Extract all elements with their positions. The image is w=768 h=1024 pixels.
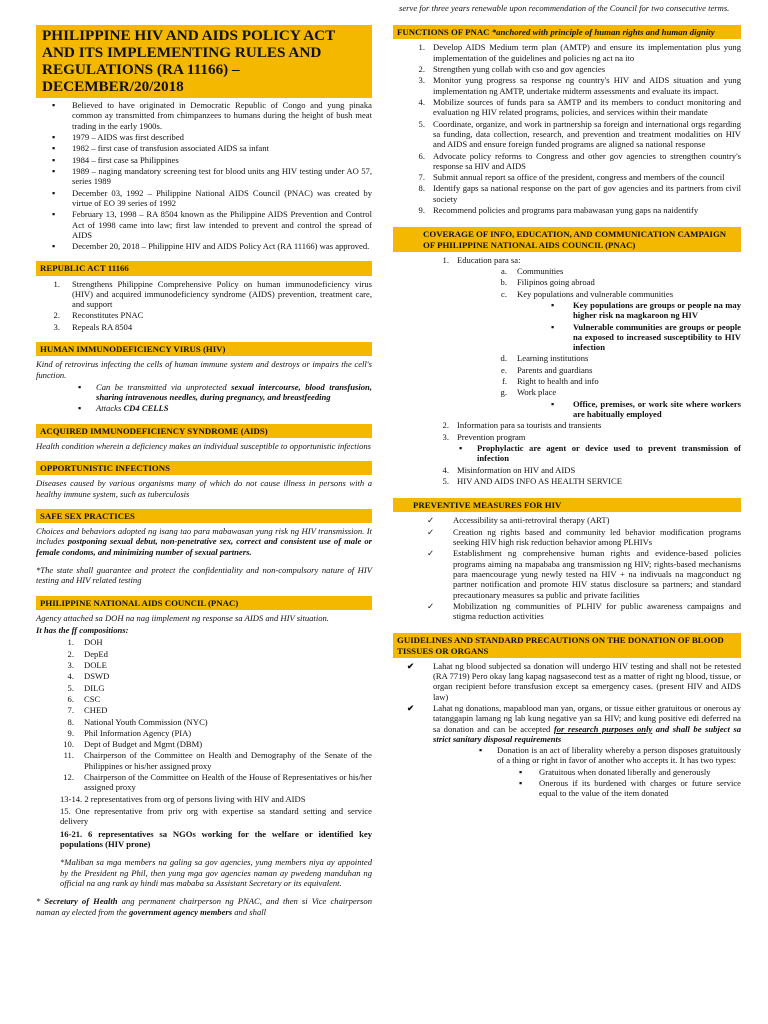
- list-item: 3. Repeals RA 8504: [53, 321, 133, 332]
- bullet-icon: [52, 188, 70, 199]
- list-item: ✔ Lahat ng blood subjected sa donation will undergo HIV testing and shall not be retested (RA 7719) Pero okay lang kapag nagsasecond test as a matter of right ng blood, tissue, or organ recipient before transfusion except sa emergency cases. (present HIV and AIDS law): [407, 660, 741, 702]
- checkmark-icon: ✓: [427, 526, 435, 537]
- bullet-icon: [52, 241, 70, 252]
- ra-list: [36, 279, 372, 333]
- hiv-definition: Kind of retrovirus infecting the cells of human immune system and destroys or impairs the cell's function.: [36, 359, 372, 380]
- pnac-item-15: 15. One representative from priv org with expertise sa standard setting and service delivery: [60, 806, 372, 827]
- list-item: 3. Monitor yung progress sa response ng country's HIV and AIDS situation and yung implementation ng AMTP, undertake midterm assessments and evaluate its impact.: [418, 75, 741, 96]
- list-item: 4. Misinformation on HIV and AIDS: [442, 464, 576, 475]
- list-item: ▪ December 20, 2018 – Philippine HIV and AIDS Policy Act (RA 11166) was approved.: [36, 241, 372, 251]
- list-item: ▪ Onerous if its burdened with charges or future service equal to the value of the item donated: [393, 778, 741, 799]
- bullet-icon: [551, 300, 569, 311]
- bullet-icon: [78, 382, 96, 393]
- bullet-icon: [52, 166, 70, 177]
- list-item: c. Key populations and vulnerable communities: [501, 288, 674, 299]
- list-item: g. Work place: [500, 387, 557, 398]
- coverage-list: [393, 255, 741, 487]
- section-heading-functions: FUNCTIONS OF PNAC *anchored with principle of human rights and human dignity: [393, 25, 741, 39]
- list-item: 2. Strengthen yung collab with cso and gov agencies: [418, 64, 606, 75]
- continuation-text: serve for three years renewable upon recommendation of the Council for two consecutive terms.: [399, 3, 730, 13]
- bullet-icon: [519, 778, 537, 789]
- bullet-icon: [78, 403, 96, 414]
- list-item: b. Filipinos going abroad: [500, 277, 595, 288]
- list-item: 7. Submit annual report sa office of the president, congress and members of the council: [418, 172, 725, 183]
- list-item: ✔ Lahat ng donations, mapablood man yan, organs, or tissue either gratuitous or onerous ay tatanggapin lamang ng lab kung negative yan sa HIV; and kung positive edi deferred na sa donation and can be accepted for research purposes only and shall be subject sa strict sanitary disposal requirements: [407, 702, 742, 744]
- checkmark-icon: ✔: [407, 702, 415, 713]
- ssp-definition: Choices and behaviors adopted ng isang tao para mabawasan yung risk ng HIV transmission. It includes postponing sexual debut, non-penetrative sex, correct and consistent use of male or female condoms, and minimizing number of sexual partners.: [36, 526, 372, 557]
- list-item: 8. National Youth Commission (NYC): [67, 716, 208, 727]
- list-item: ▪ Prophylactic are agent or device used to prevent transmission of infection: [393, 443, 741, 464]
- list-item: f. Right to health and info: [501, 376, 599, 387]
- list-item: ✓ Mobilization ng communities of PLHIV for public awareness campaigns and stigma reduction activities: [427, 600, 741, 622]
- list-item: 6. CSC: [67, 693, 101, 704]
- list-item: ▪ February 13, 1998 – RA 8504 known as the Philippine AIDS Prevention and Control Act of 1998 came into law; first law intended to prevent and control the spread of AIDS: [36, 209, 372, 240]
- list-item: ▪ 1979 – AIDS was first described: [36, 132, 372, 142]
- list-item: 12. Chairperson of the Committee on Health of the House of Representatives or his/her assigned proxy: [63, 772, 372, 793]
- section-heading-preventive: PREVENTIVE MEASURES FOR HIV: [393, 498, 741, 512]
- list-item: ▪ Donation is an act of liberality whereby a person disposes gratuitously of a thing or right in favor of another who accepts it. It has two types:: [393, 745, 741, 766]
- left-column: [36, 0, 372, 919]
- list-item: ✓ Establishment ng comprehensive human rights and evidence-based policies programs aiming na mapababa ang transmission ng HIV; rights-based mechanisms para maencourage yung newly tested na HIV + na indivuals na magconduct ng partner notification and promote HIV status disclosure sa partners; and standard precautionary measures sa public and private facilities: [427, 548, 741, 600]
- list-item: ▪ 1989 – naging mandatory screening test for blood units ang HIV testing under AO 57, series 1989: [36, 166, 372, 187]
- list-item: a. Communities: [501, 265, 564, 276]
- bullet-icon: [551, 322, 569, 333]
- list-item: 1. Strengthens Philippine Comprehensive Policy on human immunodeficiency virus (HIV) and acquired immunodeficiency syndrome (AIDS) prevention, treatment care, and support: [53, 278, 372, 310]
- list-item: 5. DILG: [67, 682, 105, 693]
- list-item: d. Learning institutions: [500, 353, 589, 364]
- hiv-list: [36, 382, 372, 414]
- checkmark-icon: ✓: [427, 515, 435, 526]
- list-item: ▪ December 03, 1992 – Philippine National AIDS Council (PNAC) was created by virtue of EO 39 series of 1992: [36, 188, 372, 209]
- pnac-item-13-14: 13-14. 2 representatives from org of persons living with HIV and AIDS: [60, 793, 306, 804]
- list-item: 8. Identify gaps sa national response on the part of gov agencies and its partners from civil society: [418, 183, 741, 204]
- list-item: 10. Dept of Budget and Mgmt (DBM): [63, 739, 203, 750]
- list-item: 5. HIV AND AIDS INFO AS HEALTH SERVICE: [442, 475, 622, 486]
- list-item: ▪ 1984 – first case sa Philippines: [36, 155, 372, 165]
- list-item: ✓ Accessibility sa anti-retroviral therapy (ART): [427, 515, 610, 526]
- document-title: PHILIPPINE HIV AND AIDS POLICY ACT AND ITS IMPLEMENTING RULES AND REGULATIONS (RA 11166) – DECEMBER/20/2018: [36, 25, 372, 98]
- pnac-compositions-label: It has the ff compositions:: [36, 625, 129, 636]
- list-item: 7. CHED: [67, 705, 108, 716]
- list-item: ▪ 1982 – first case of transfusion associated AIDS sa infant: [36, 143, 372, 153]
- list-item: e. Parents and guardians: [501, 364, 593, 375]
- section-heading-guidelines: GUIDELINES AND STANDARD PRECAUTIONS ON THE DONATION OF BLOOD TISSUES OR ORGANS: [393, 633, 741, 657]
- aids-definition: Health condition wherein a deficiency makes an individual susceptible to opportunistic infections: [36, 440, 372, 451]
- bullet-icon: [52, 155, 70, 166]
- section-heading-coverage: COVERAGE OF INFO, EDUCATION, AND COMMUNICATION CAMPAIGN OF PHILIPPINE NATIONAL AIDS COUNCIL (PNAC): [393, 227, 741, 251]
- list-item: 2. DepEd: [67, 648, 108, 659]
- bullet-icon: [52, 100, 70, 111]
- bullet-icon: [551, 399, 569, 410]
- list-item: ▪ Gratuitous when donated liberally and generously: [393, 767, 741, 777]
- section-heading-aids: ACQUIRED IMMUNODEFICIENCY SYNDROME (AIDS): [36, 424, 372, 438]
- checkmark-icon: ✓: [427, 600, 435, 611]
- bullet-icon: [52, 143, 70, 154]
- list-item: ▪ Key populations are groups or people na may higher risk na magkaroon ng HIV: [393, 300, 741, 321]
- bullet-icon: [519, 767, 537, 778]
- pnac-definition: Agency attached sa DOH na nag iimplement ng response sa AIDS and HIV situation.: [36, 612, 329, 623]
- preventive-list: [393, 515, 741, 621]
- checkmark-icon: ✔: [407, 660, 415, 671]
- history-list: [36, 100, 372, 251]
- list-item: ✓ Creation ng rights based and community led behavior modification programs seeking HIV high risk reduction behavior among PLHIVs: [427, 526, 741, 547]
- bullet-icon: [479, 745, 497, 756]
- list-item: ▪ Vulnerable communities are groups or people na exposed to increased susceptibility to HIV infection: [393, 322, 741, 353]
- list-item: 3. DOLE: [67, 659, 107, 670]
- checkmark-icon: ✓: [427, 548, 435, 559]
- maliban-note: *Maliban sa mga members na galing sa gov agencies, yung members niya ay appointed by the President ng Phil, then yung mga gov agencies naman ay pwedeng manduhan ng official na ang rank ay hindi mas mababa sa Assistant Secretary or its equivalent.: [60, 857, 372, 888]
- list-item: 4. Mobilize sources of funds para sa AMTP and its members to conduct monitoring and evaluation ng HIV related programs, policies, and services within their mandate: [418, 96, 741, 118]
- bullet-icon: [52, 132, 70, 143]
- pnac-list: [36, 637, 372, 792]
- list-item: 4. DSWD: [67, 671, 110, 682]
- list-item: 2. Reconstitutes PNAC: [53, 310, 144, 321]
- guidelines-list: [393, 661, 741, 799]
- list-item: 5. Coordinate, organize, and work in partnership sa foreign and international orgs regarding sa funding, data collection, research, and prevention and treatment modalities on HIV and AIDS and ensure foreign funded programs are aligned sa national response: [418, 118, 741, 150]
- list-item: ▪ Believed to have originated in Democratic Republic of Congo and yung pinaka common ay transmitted from chimpanzees to humans during the height of bush meat trading in the early 1900s.: [36, 100, 372, 131]
- list-item: 1. Education para sa:: [442, 254, 521, 265]
- list-item: ▪ Can be transmitted via unprotected sexual intercourse, blood transfusion, sharing intravenous needles, during pregnancy, and breastfeeding: [36, 382, 372, 403]
- list-item: 3. Prevention program: [442, 431, 526, 442]
- list-item: ▪ Attacks CD4 CELLS: [36, 403, 372, 413]
- list-item: 1. DOH: [67, 637, 103, 648]
- state-note: *The state shall guarantee and protect the confidentiality and non-compulsory nature of HIV testing and HIV related testing: [36, 564, 372, 586]
- list-item: 1. Develop AIDS Medium term plan (AMTP) and ensure its implementation plus yung implementation of the guidelines and policies ng act na ito: [418, 42, 741, 63]
- oi-definition: Diseases caused by various organisms many of which do not cause illness in persons with a healthy immune system, such as tuberculosis: [36, 478, 372, 499]
- list-item: 9. Phil Information Agency (PIA): [67, 727, 192, 738]
- right-column: [393, 0, 741, 800]
- section-heading-oi: OPPORTUNISTIC INFECTIONS: [36, 461, 372, 475]
- list-item: 6. Advocate policy reforms to Congress and other gov agencies to strengthen country's response sa HIV and AIDS: [418, 150, 741, 171]
- list-item: ▪ Office, premises, or work site where workers are habitually employed: [393, 399, 741, 420]
- secretary-note: * Secretary of Health ang permanent chairperson ng PNAC, and then si Vice chairperson naman ay elected from the government agency members and shall: [36, 896, 372, 917]
- list-item: 9. Recommend policies and programs para mabawasan yung gaps na naidentify: [418, 205, 699, 216]
- list-item: 2. Information para sa tourists and transients: [442, 420, 602, 431]
- section-heading-pnac: PHILIPPINE NATIONAL AIDS COUNCIL (PNAC): [36, 596, 372, 610]
- section-heading-ra: REPUBLIC ACT 11166: [36, 261, 372, 275]
- bullet-icon: [52, 209, 70, 220]
- section-heading-ssp: SAFE SEX PRACTICES: [36, 509, 372, 523]
- functions-list: [393, 42, 741, 215]
- pnac-item-16-21: 16-21. 6 representatives sa NGOs working for the welfare or identified key populations (HIV prone): [60, 828, 372, 849]
- list-item: 11. Chairperson of the Committee on Health and Demography of the Senate of the Philippines or his/her assigned proxy: [63, 750, 372, 771]
- bullet-icon: [459, 443, 477, 454]
- section-heading-hiv: HUMAN IMMUNODEFICIENCY VIRUS (HIV): [36, 342, 372, 356]
